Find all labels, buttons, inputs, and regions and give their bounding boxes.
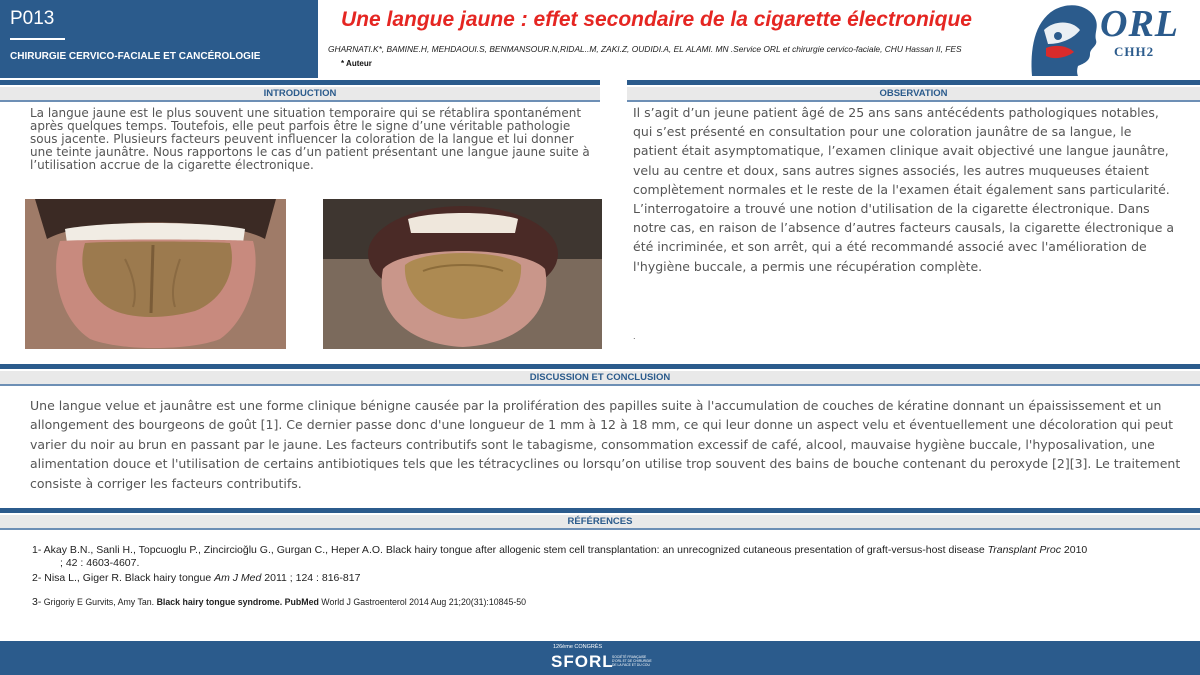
section-underline bbox=[0, 100, 600, 102]
poster-title: Une langue jaune : effet secondaire de la cigarette électronique bbox=[341, 8, 972, 31]
footer-bar bbox=[0, 641, 1200, 675]
section-bar-top bbox=[627, 80, 1200, 85]
logo-text: ORL bbox=[1100, 3, 1179, 45]
department-label: CHIRURGIE CERVICO-FACIALE ET CANCÉROLOGIE bbox=[10, 51, 261, 62]
section-underline bbox=[0, 384, 1200, 386]
author-note: * Auteur bbox=[341, 59, 372, 68]
section-header-observation: OBSERVATION bbox=[627, 87, 1200, 100]
introduction-text: La langue jaune est le plus souvent une situation temporaire qui se rétablira spontanément après quelques temps. Toutefois, elle peut parfois être le signe d’une véritable pathologie sous jacente. Plusieurs facteurs peuvent influencer la coloration de la langue et lui donner une teinte jaunâtre. Nous rapportons le cas d’un patient présentant une langue jaune suite à l’utilisation accrue de la cigarette électronique. bbox=[30, 106, 590, 172]
congress-label: 126ème CONGRÈS bbox=[553, 644, 603, 650]
section-bar-top bbox=[0, 80, 600, 85]
section-underline bbox=[0, 528, 1200, 530]
header-divider bbox=[10, 38, 65, 40]
observation-trailing-mark: . bbox=[633, 332, 636, 341]
society-name: SOCIÉTÉ FRANÇAISE D'ORL ET DE CHIRURGIE DE LA FACE ET DU COU bbox=[612, 655, 652, 667]
reference-3-number: 3- bbox=[32, 596, 42, 608]
tongue-photo-1 bbox=[25, 199, 286, 349]
authors-line: GHARNATI.K*, BAMINE.H, MEHDAOUI.S, BENMANSOUR.N,RIDAL..M, ZAKI.Z, OUDIDI.A, EL ALAMI. MN .Service ORL et chirurgie cervico-faciale, CHU Hassan II, FES bbox=[328, 44, 962, 54]
tongue-photo-2 bbox=[323, 199, 602, 349]
section-header-introduction: INTRODUCTION bbox=[0, 87, 600, 100]
observation-text: Il s’agit d’un jeune patient âgé de 25 ans sans antécédents pathologiques notables, qui s’est présenté en consultation pour une coloration jaunâtre de sa langue, le patient était asymptomatique, l’examen clinique avait objectivé une langue jaunâtre, velu au centre et doux, sans autres signes associés, les autres muqueuses étaient complètement normales et le reste de la l'examen était également sans particularité. L’interrogatoire a trouvé une notion d'utilisation de la cigarette électronique. Dans notre cas, en raison de l’absence d’autres facteurs causals, la cigarette électronique a été incriminée, et son arrêt, qui a été recommandé associé avec l'amélioration de l'hygiène buccale, a permis une récupération complète. bbox=[633, 105, 1175, 274]
reference-3-title: Black hairy tongue syndrome. PubMed bbox=[156, 597, 319, 607]
orl-chh2-logo bbox=[1024, 0, 1200, 78]
section-bar-top bbox=[0, 508, 1200, 513]
reference-2-text: 2- Nisa L., Giger R. Black hairy tongue bbox=[32, 572, 215, 584]
section-bar-top bbox=[0, 364, 1200, 369]
section-header-discussion: DISCUSSION ET CONCLUSION bbox=[0, 371, 1200, 384]
reference-2-details: 2011 ; 124 : 816-817 bbox=[261, 572, 361, 584]
reference-1-year: 2010 bbox=[1060, 544, 1088, 556]
reference-3-authors: Grigoriy E Gurvits, Amy Tan. bbox=[41, 597, 157, 607]
reference-1-text: 1- Akay B.N., Sanli H., Topcuoglu P., Zincircioğlu G., Gurgan C., Heper A.O. Black hairy tongue after allogenic stem cell transplantation: an unrecognized cutaneous presentation of graft-versus-host disease bbox=[32, 544, 988, 556]
reference-3 bbox=[32, 596, 526, 608]
reference-1-continuation: ; 42 : 4603-4607. bbox=[60, 557, 140, 569]
section-header-references: RÉFÉRENCES bbox=[0, 515, 1200, 528]
reference-1-journal: Transplant Proc bbox=[987, 544, 1061, 556]
reference-2-journal: Am J Med bbox=[214, 572, 262, 584]
discussion-text: Une langue velue et jaunâtre est une forme clinique bénigne causée par la prolifération des papilles suite à l'accumulation de couches de kératine donnant un épaississement et un allongement des bourgeons de goût [1]. Ce dernier passe donc d'une longueur de 1 mm à 12 à 18 mm, ce qui leur donne un aspect velu et éventuellement une décoloration qui peut varier du noir au brun en passant par le jaune. Les facteurs contributifs sont le tabagisme, consommation excessif de café, alcool, mauvaise hygiène buccale, l'hyposalivation, une alimentation douce et l'utilisation de certains antibiotiques tels que les tétracyclines ou lorsqu’on utilise trop souvent des bains de bouche contenant du peroxyde [2][3]. Le traitement consiste à corriger les facteurs contributifs. bbox=[30, 398, 1181, 491]
section-underline bbox=[627, 100, 1200, 102]
sforl-logo: SFORL bbox=[551, 652, 614, 671]
reference-3-details: World J Gastroenterol 2014 Aug 21;20(31):10845-50 bbox=[318, 597, 527, 607]
poster-id: P013 bbox=[10, 8, 55, 29]
reference-1 bbox=[32, 543, 1087, 557]
logo-subtext: CHH2 bbox=[1114, 44, 1155, 59]
header-banner bbox=[0, 0, 318, 78]
reference-2 bbox=[32, 571, 360, 585]
